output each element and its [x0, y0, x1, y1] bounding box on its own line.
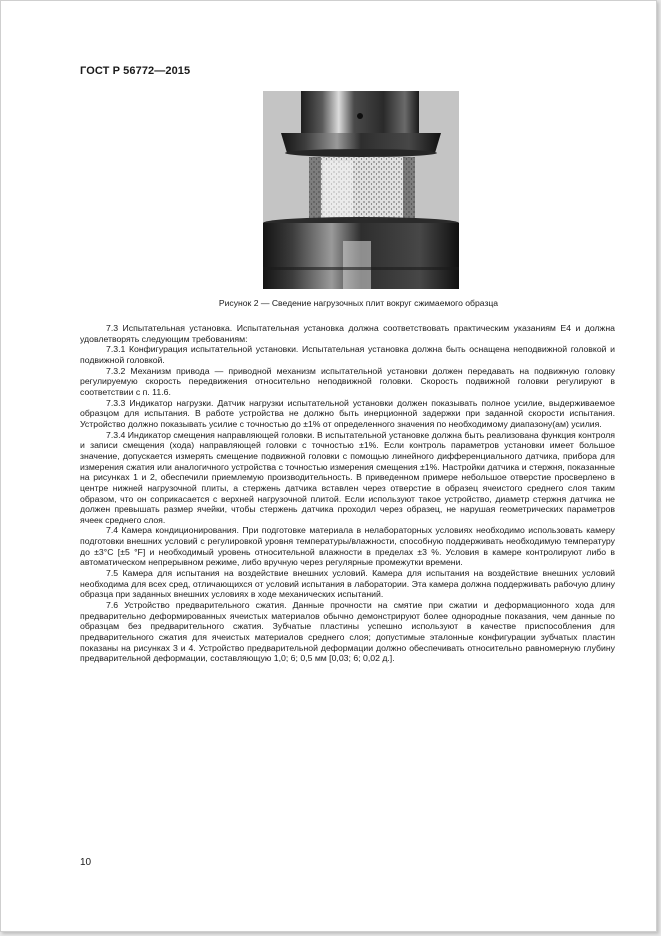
paragraph-7-3-2: 7.3.2 Механизм привода — приводной механизм испытательной установки должен передавать на подвижную головку регулируемую скорость передвижения относительно неподвижной головки. Скорость подвижной головки регулируют в соответствии с п. 11.6. — [80, 365, 615, 397]
paragraph-7-4: 7.4 Камера кондиционирования. При подготовке материала в нелабораторных условиях необходимо использовать камеру подготовки внешних условий с регулировкой уровня температуры/влажности, способную поддерживать необходимую температуру до ±3°С [±5 °F] и необходимый уровень относительной влажности в пределах ±3 %. Условия в камере контролируют либо в автоматическом непрерывном режиме, либо вручную через регулярные промежутки времени. — [80, 525, 615, 568]
compression-test-photo — [263, 91, 459, 289]
figure-caption: Рисунок 2 — Сведение нагрузочных плит вокруг сжимаемого образца — [218, 298, 499, 308]
paragraph-7-3-1: 7.3.1 Конфигурация испытательной установки. Испытательная установка должна быть оснащена неподвижной головкой и подвижной головкой. — [80, 344, 615, 365]
document-body — [80, 323, 615, 664]
paragraph-7-5: 7.5 Камера для испытания на воздействие внешних условий. Камера для испытания на воздействие внешних условий необходима для всех сред, отличающихся от условий испытания в лаборатории. Эта камера должна поддерживать рабочую длину образца при заданных внешних условиях в ходе механических испытаний. — [80, 568, 615, 600]
paragraph-7-3: 7.3 Испытательная установка. Испытательная установка должна соответствовать практическим указаниям E4 и должна удовлетворять следующим требованиям: — [80, 323, 615, 344]
figure-photo — [263, 91, 459, 289]
paragraph-7-3-3: 7.3.3 Индикатор нагрузки. Датчик нагрузки испытательной установки должен показывать полное усилие, выдерживаемое образцом для испытания. В работе устройства не должно быть инерционной задержки при заданной скорости испытания. Устройство должно показывать усилие с точностью до ±1% от определенного значения по необходимому диапазону(ам) усилия. — [80, 397, 615, 429]
standard-header: ГОСТ Р 56772—2015 — [80, 65, 191, 77]
paragraph-7-6: 7.6 Устройство предварительного сжатия. Данные прочности на смятие при сжатии и деформационного хода для предварительно деформированных ячеистых материалов обычно демонстрируют более однородные показания, чем данные по образцам без предварительного сжатия. Зубчатые пластины успешно используют в качестве приспособления для предварительного сжатия для ячеистых материалов среднего слоя; допустимые эталонные конфигурации зубчатых пластин показаны на рисунках 3 и 4. Устройство предварительной деформации должно обеспечивать относительно равномерную глубину предварительной деформации, составляющую 1,0; 6; 0,5 мм [0,03; 6; 0,02 д.]. — [80, 600, 615, 664]
page-number: 10 — [80, 857, 92, 868]
paragraph-7-3-4: 7.3.4 Индикатор смещения направляющей головки. В испытательной установке должна быть реализована функция контроля и записи смещения (хода) направляющей головки с точностью ±1%. Если контроль параметров установки имеет большое значение, допускается измерять смещение подвижной головки с помощью линейного дифференциального датчика, прибора для измерения сжатия или аналогичного устройства с точностью измерения смещения ±1%. Настройки датчика и стержня, показанные на рисунках 1 и 2, обеспечили приемлемую производительность. В приведенном примере небольшое отверстие просверлено в центре нижней нагрузочной плиты, а стержень датчика вставлен через отверстие в образец ячеистого среднего слоя таким образом, что он соприкасается с верхней нагрузочной плитой. Если используют такое устройство, диаметр стержня датчика не должен превышать размер ячейки, чтобы стержень датчика проходил через образец, не нарушая геометрических параметров ячеек среднего слоя. — [80, 429, 615, 525]
